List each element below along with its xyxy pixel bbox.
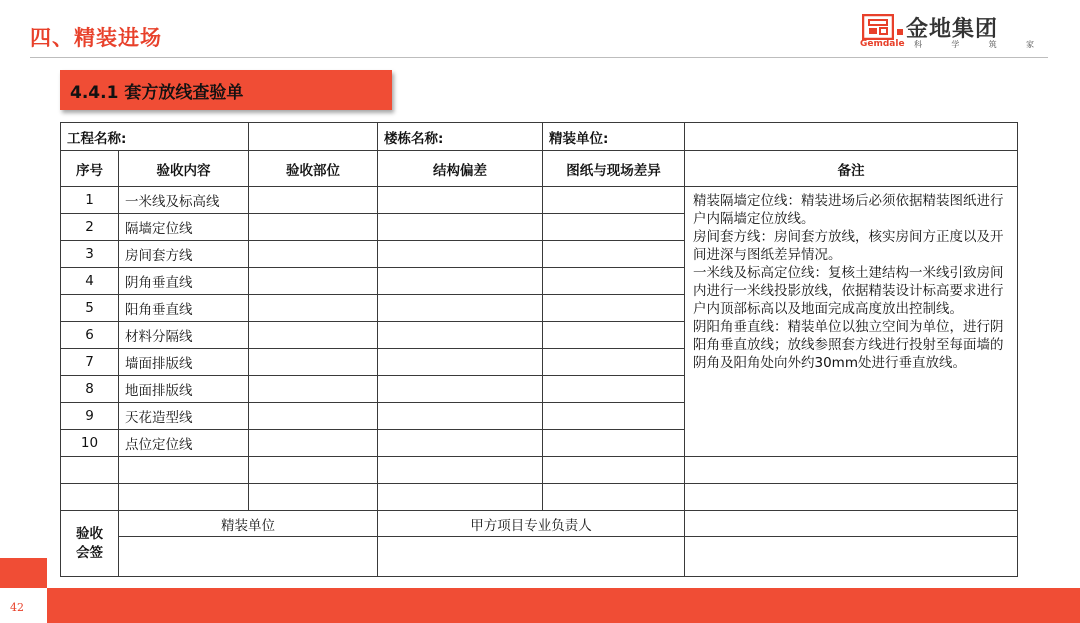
empty-cell[interactable]	[61, 484, 119, 511]
row-content: 房间套方线	[119, 241, 249, 268]
row-location-cell[interactable]	[249, 430, 378, 457]
row-number: 1	[61, 187, 119, 214]
signoff-label	[61, 511, 119, 577]
row-content: 地面排版线	[119, 376, 249, 403]
project-name-field[interactable]	[249, 123, 378, 151]
col-header-difference: 图纸与现场差异	[543, 151, 685, 187]
owner-signature-field[interactable]	[378, 537, 685, 577]
empty-cell[interactable]	[685, 484, 1018, 511]
row-deviation-cell[interactable]	[378, 295, 543, 322]
row-location-cell[interactable]	[249, 322, 378, 349]
row-deviation-cell[interactable]	[378, 376, 543, 403]
logo-name-en: Gemdale	[860, 39, 905, 49]
signoff-label-line: 验收	[76, 525, 103, 542]
logo-name-cn: 金地集团	[906, 17, 999, 42]
remark-item: 一米线及标高定位线：复核土建结构一米线引致房间内进行一米线投影放线，依据精装设计标高要求进行户内顶部标高以及地面完成高度放出控制线。	[693, 265, 1004, 317]
signoff-extra-cell[interactable]	[685, 511, 1018, 537]
row-content: 点位定位线	[119, 430, 249, 457]
col-header-location: 验收部位	[249, 151, 378, 187]
row-location-cell[interactable]	[249, 295, 378, 322]
row-content: 阴角垂直线	[119, 268, 249, 295]
empty-cell[interactable]	[378, 457, 543, 484]
row-deviation-cell[interactable]	[378, 430, 543, 457]
logo-tagline	[914, 39, 1034, 50]
row-difference-cell[interactable]	[543, 241, 685, 268]
row-difference-cell[interactable]	[543, 430, 685, 457]
row-number: 2	[61, 214, 119, 241]
row-difference-cell[interactable]	[543, 376, 685, 403]
row-difference-cell[interactable]	[543, 403, 685, 430]
row-location-cell[interactable]	[249, 349, 378, 376]
row-location-cell[interactable]	[249, 214, 378, 241]
inspection-form	[60, 122, 1018, 577]
building-name-label: 楼栋名称:	[378, 123, 543, 151]
row-content: 阳角垂直线	[119, 295, 249, 322]
row-location-cell[interactable]	[249, 376, 378, 403]
footer-bar	[47, 588, 1080, 623]
row-deviation-cell[interactable]	[378, 403, 543, 430]
row-difference-cell[interactable]	[543, 268, 685, 295]
remarks-cell	[685, 187, 1018, 457]
row-number: 10	[61, 430, 119, 457]
empty-cell[interactable]	[378, 484, 543, 511]
row-difference-cell[interactable]	[543, 322, 685, 349]
empty-row	[61, 457, 1018, 484]
row-number: 5	[61, 295, 119, 322]
row-location-cell[interactable]	[249, 187, 378, 214]
row-difference-cell[interactable]	[543, 187, 685, 214]
row-deviation-cell[interactable]	[378, 268, 543, 295]
project-name-label: 工程名称:	[61, 123, 249, 151]
signoff-sign-row	[61, 537, 1018, 577]
col-header-remarks: 备注	[685, 151, 1018, 187]
row-difference-cell[interactable]	[543, 349, 685, 376]
row-number: 9	[61, 403, 119, 430]
row-number: 6	[61, 322, 119, 349]
signoff-owner-label: 甲方项目专业负责人	[378, 511, 685, 537]
remark-item: 精装隔墙定位线：精装进场后必须依据精装图纸进行户内隔墙定位放线。	[693, 193, 1004, 227]
row-deviation-cell[interactable]	[378, 214, 543, 241]
signoff-contractor-label: 精装单位	[119, 511, 378, 537]
empty-row	[61, 484, 1018, 511]
empty-cell[interactable]	[119, 457, 249, 484]
table-row	[61, 187, 1018, 214]
logo-dot	[897, 29, 903, 35]
row-number: 8	[61, 376, 119, 403]
col-header-content: 验收内容	[119, 151, 249, 187]
empty-cell[interactable]	[685, 457, 1018, 484]
section-title: 四、精装进场	[30, 26, 162, 50]
logo-tagline-char: 筑	[988, 40, 997, 49]
row-number: 7	[61, 349, 119, 376]
row-content: 天花造型线	[119, 403, 249, 430]
row-location-cell[interactable]	[249, 268, 378, 295]
logo-mark-icon	[862, 14, 894, 40]
signoff-label-line: 会签	[76, 544, 103, 561]
subtitle-banner: 4.4.1 套方放线查验单	[60, 70, 392, 110]
signoff-header-row	[61, 511, 1018, 537]
row-content: 墙面排版线	[119, 349, 249, 376]
row-deviation-cell[interactable]	[378, 349, 543, 376]
empty-cell[interactable]	[61, 457, 119, 484]
header-row	[61, 151, 1018, 187]
row-number: 4	[61, 268, 119, 295]
col-header-deviation: 结构偏差	[378, 151, 543, 187]
left-accent-block	[0, 558, 47, 588]
header-divider	[30, 57, 1048, 58]
col-header-no: 序号	[61, 151, 119, 187]
info-row	[61, 123, 1018, 151]
empty-cell[interactable]	[249, 457, 378, 484]
row-deviation-cell[interactable]	[378, 241, 543, 268]
row-location-cell[interactable]	[249, 403, 378, 430]
row-deviation-cell[interactable]	[378, 322, 543, 349]
company-logo	[860, 12, 1040, 52]
extra-signature-field[interactable]	[685, 537, 1018, 577]
remark-item: 房间套方线：房间套方放线，核实房间方正度以及开间进深与图纸差异情况。	[693, 229, 1004, 263]
row-content: 一米线及标高线	[119, 187, 249, 214]
empty-cell[interactable]	[119, 484, 249, 511]
empty-cell[interactable]	[543, 484, 685, 511]
contractor-field[interactable]	[685, 123, 1018, 151]
logo-tagline-char: 科	[914, 40, 922, 49]
page-number: 42	[10, 601, 24, 614]
logo-tagline-char: 家	[1025, 40, 1034, 49]
row-location-cell[interactable]	[249, 241, 378, 268]
empty-cell[interactable]	[249, 484, 378, 511]
logo-tagline-char: 学	[951, 40, 960, 49]
row-number: 3	[61, 241, 119, 268]
row-content: 材料分隔线	[119, 322, 249, 349]
row-difference-cell[interactable]	[543, 295, 685, 322]
remark-item: 阴阳角垂直线：精装单位以独立空间为单位，进行阴阳角垂直放线；放线参照套方线进行投射至每面墙的阴角及阳角处向外约30mm处进行垂直放线。	[693, 319, 1004, 371]
contractor-label: 精装单位:	[543, 123, 685, 151]
contractor-signature-field[interactable]	[119, 537, 378, 577]
row-deviation-cell[interactable]	[378, 187, 543, 214]
row-difference-cell[interactable]	[543, 214, 685, 241]
row-content: 隔墙定位线	[119, 214, 249, 241]
empty-cell[interactable]	[543, 457, 685, 484]
